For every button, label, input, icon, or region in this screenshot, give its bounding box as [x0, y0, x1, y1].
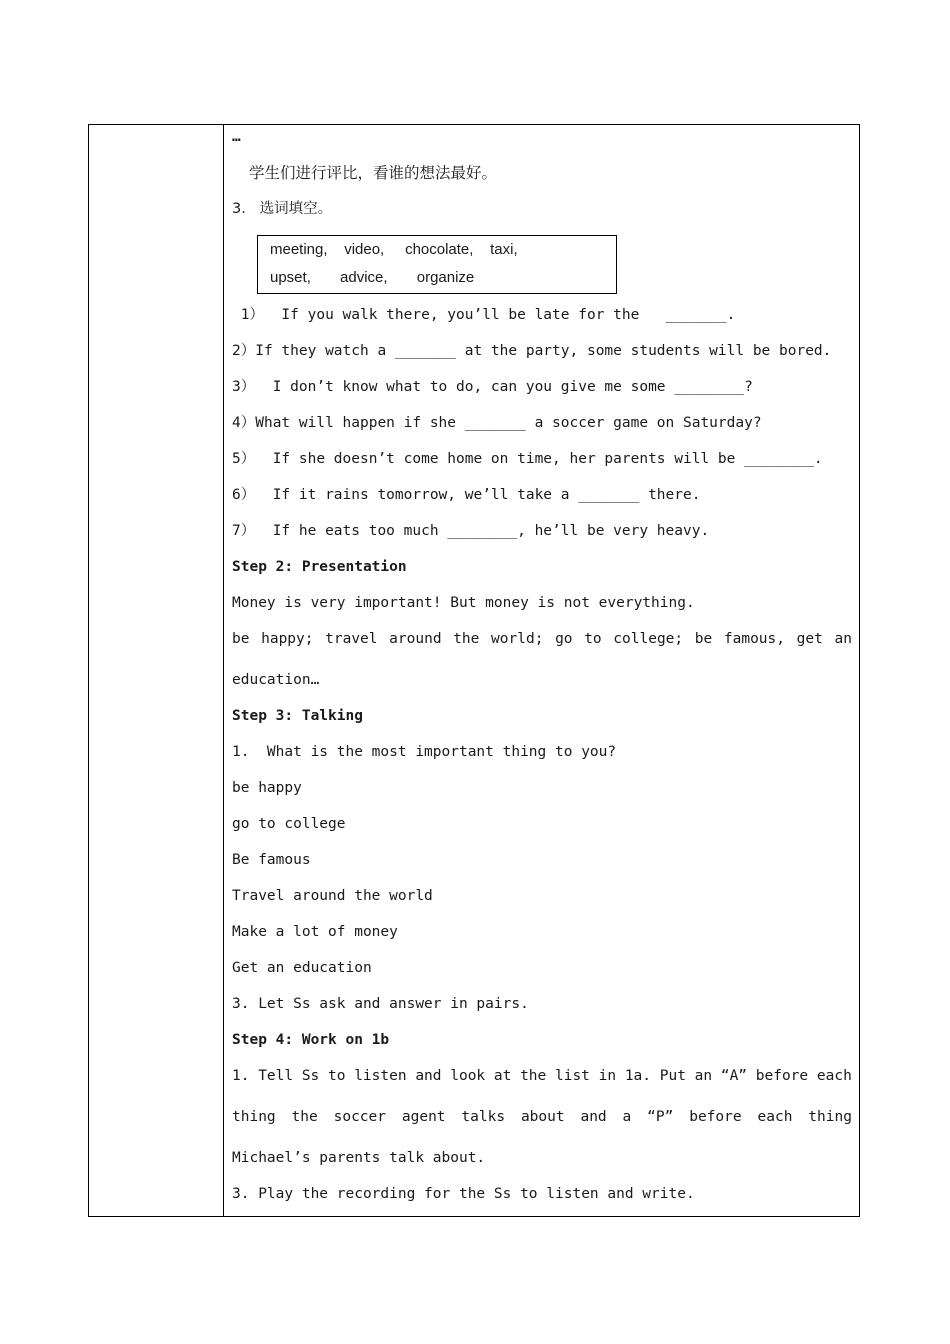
- word-bank-box: [257, 235, 617, 294]
- list-item: go to college: [232, 816, 346, 832]
- word: an: [834, 631, 852, 647]
- fill-blank-item: 5） If she doesn’t come home on time, her parents will be ________.: [232, 451, 823, 467]
- word: before: [755, 1068, 809, 1084]
- word: travel: [325, 631, 378, 647]
- word: soccer: [333, 1109, 386, 1125]
- word: college;: [613, 631, 684, 647]
- word: the: [453, 631, 480, 647]
- step2-line: education…: [232, 672, 320, 688]
- word: “P”: [647, 1109, 674, 1125]
- step4-justified-line: [232, 1108, 852, 1126]
- fill-blank-item: 3） I don’t know what to do, can you give me some ________?: [232, 379, 753, 395]
- word: an: [694, 1068, 713, 1084]
- word: in: [598, 1068, 617, 1084]
- word: listen: [354, 1068, 407, 1084]
- word: thing: [232, 1109, 276, 1125]
- word: and: [580, 1109, 607, 1125]
- fill-blank-item: 2）If they watch a _______ at the party, some students will be bored.: [232, 343, 832, 359]
- word: 1a.: [624, 1068, 652, 1084]
- step4-line: 3. Play the recording for the Ss to listen and write.: [232, 1186, 695, 1202]
- step3-heading: Step 3: Talking: [232, 708, 363, 724]
- list-item: Get an education: [232, 960, 372, 976]
- step3-question: 1. What is the most important thing to you?: [232, 744, 617, 760]
- list-item: Travel around the world: [232, 888, 433, 904]
- ellipsis-line: …: [232, 129, 241, 145]
- word: happy;: [261, 631, 314, 647]
- word: at: [493, 1068, 512, 1084]
- step2-heading: Step 2: Presentation: [232, 559, 407, 575]
- step4-line: Michael’s parents talk about.: [232, 1150, 486, 1166]
- word: and: [415, 1068, 442, 1084]
- word: agent: [401, 1109, 446, 1125]
- word: before: [689, 1109, 742, 1125]
- word: each: [816, 1068, 852, 1084]
- word: look: [450, 1068, 486, 1084]
- word: the: [520, 1068, 547, 1084]
- item3-heading: 3. 选词填空。: [232, 201, 333, 217]
- fill-blank-item: 6） If it rains tomorrow, we’ll take a _______ there.: [232, 487, 701, 503]
- word: “A”: [720, 1068, 748, 1084]
- word: go: [555, 631, 573, 647]
- step4-heading: Step 4: Work on 1b: [232, 1032, 390, 1048]
- word: about: [520, 1109, 565, 1125]
- word: be: [232, 631, 250, 647]
- fill-blank-item: 7） If he eats too much ________, he’ll be very heavy.: [232, 523, 710, 539]
- word-bank-row: upset, advice, organize: [270, 269, 475, 286]
- word: a: [622, 1109, 632, 1125]
- word: around: [389, 631, 442, 647]
- step2-line: Money is very important! But money is not everything.: [232, 595, 695, 611]
- word: talks: [461, 1109, 506, 1125]
- step2-justified-line: [232, 630, 852, 648]
- word: to: [584, 631, 602, 647]
- word: the: [291, 1109, 318, 1125]
- word: thing: [808, 1109, 852, 1125]
- list-item: be happy: [232, 780, 302, 796]
- fill-blank-item: 4）What will happen if she _______ a soccer game on Saturday?: [232, 415, 762, 431]
- step4-justified-line: [232, 1067, 852, 1085]
- word: to: [328, 1068, 346, 1084]
- word: Tell: [258, 1068, 294, 1084]
- word: world;: [491, 631, 544, 647]
- word: 1.: [232, 1068, 250, 1084]
- fill-blank-item: 1） If you walk there, you’ll be late for the _______.: [232, 307, 736, 323]
- word-bank-row: meeting, video, chocolate, taxi,: [270, 241, 518, 258]
- step3-pairs: 3. Let Ss ask and answer in pairs.: [232, 996, 529, 1012]
- chinese-instruction: 学生们进行评比，看谁的想法最好。: [249, 164, 498, 182]
- word: Ss: [301, 1068, 320, 1084]
- word: list: [554, 1068, 590, 1084]
- word: each: [757, 1109, 793, 1125]
- table-column-divider: [223, 124, 224, 1217]
- word: get: [796, 631, 823, 647]
- list-item: Make a lot of money: [232, 924, 398, 940]
- word: Put: [659, 1068, 686, 1084]
- list-item: Be famous: [232, 852, 311, 868]
- word: be: [694, 631, 713, 647]
- word: famous,: [723, 631, 785, 647]
